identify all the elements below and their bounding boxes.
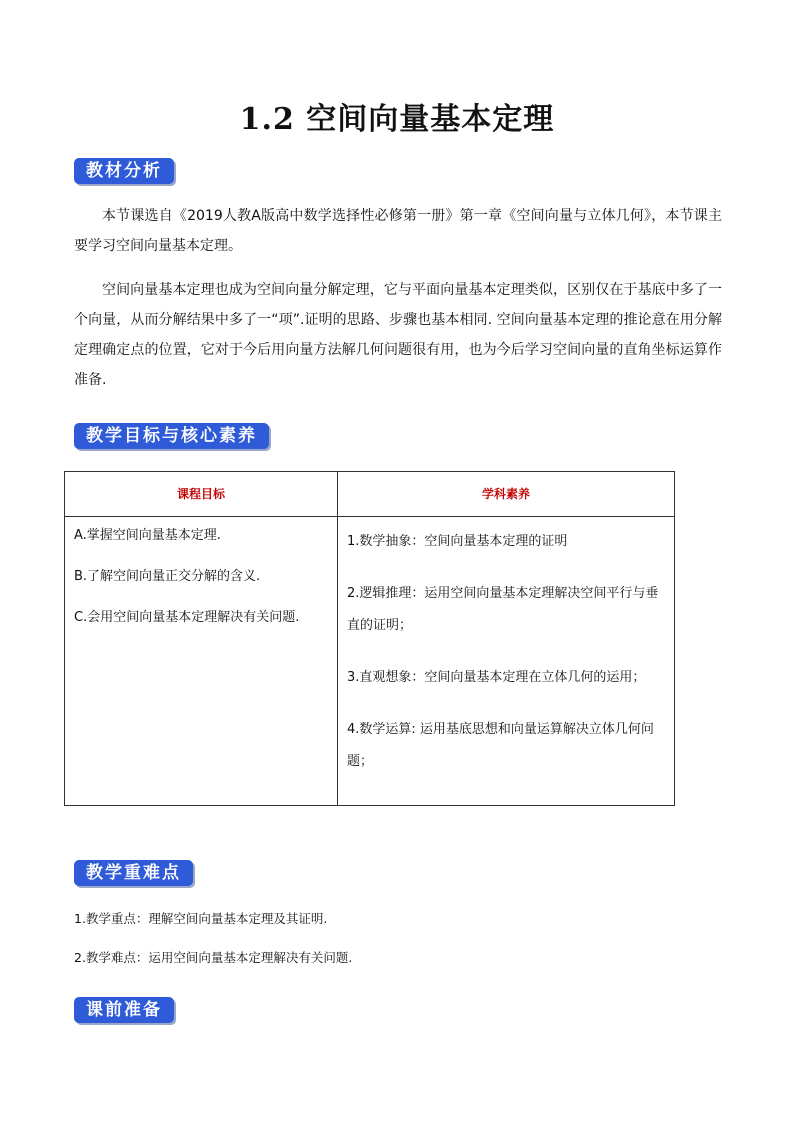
section-badge-prep: 课前准备 xyxy=(74,997,174,1023)
keypoint-item: 2.教学难点：运用空间向量基本定理解决有关问题. xyxy=(74,950,353,965)
course-goal-item: B.了解空间向量正交分解的含义. xyxy=(74,569,261,584)
keypoint-item: 1.教学重点：理解空间向量基本定理及其证明. xyxy=(74,911,328,926)
section-badge-keypoints: 教学重难点 xyxy=(74,860,193,886)
header-course-goals: 课程目标 xyxy=(65,472,338,517)
literacy-item: 1.数学抽象：空间向量基本定理的证明 xyxy=(347,534,568,549)
literacy-cell xyxy=(338,517,675,806)
goals-table xyxy=(64,471,675,806)
page-title: 1.2 空间向量基本定理 xyxy=(239,102,555,137)
section-badge-goals: 教学目标与核心素养 xyxy=(74,423,269,449)
course-goal-item: C.会用空间向量基本定理解决有关问题. xyxy=(74,610,300,625)
course-goal-item: A.掌握空间向量基本定理. xyxy=(74,528,221,543)
analysis-paragraph-1: 本节课选自《2019人教A版高中数学选择性必修第一册》第一章《空间向量与立体几何》，本节课主要学习空间向量基本定理。 xyxy=(74,208,722,254)
literacy-item: 2.逻辑推理：运用空间向量基本定理解决空间平行与垂直的证明； xyxy=(347,586,659,633)
course-goals-cell xyxy=(65,517,338,806)
header-literacy: 学科素养 xyxy=(338,472,675,517)
literacy-item: 4.数学运算: 运用基底思想和向量运算解决立体几何问题； xyxy=(347,722,654,769)
literacy-item: 3.直观想象：空间向量基本定理在立体几何的运用； xyxy=(347,670,646,685)
analysis-paragraph-2: 空间向量基本定理也成为空间向量分解定理，它与平面向量基本定理类似，区别仅在于基底中多了一个向量，从而分解结果中多了一“项”.证明的思路、步骤也基本相同. 空间向量基本定理的推论意在用分解定理确定点的位置，它对于今后用向量方法解几何问题很有用，也为今后学习空间向量的直角坐标运算作准备. xyxy=(74,282,722,388)
section-badge-analysis: 教材分析 xyxy=(74,158,174,184)
